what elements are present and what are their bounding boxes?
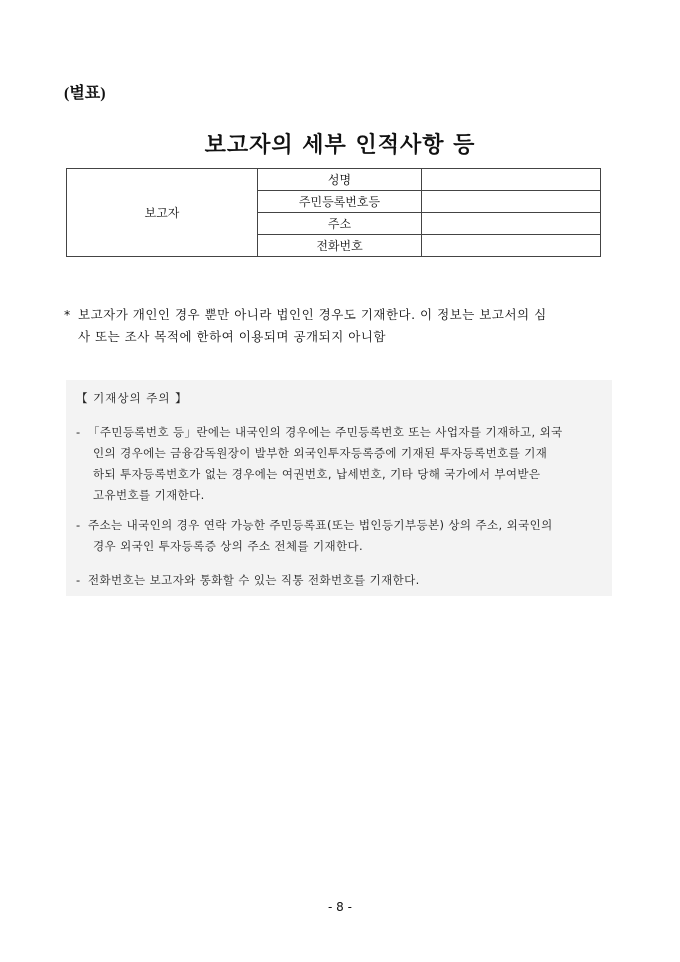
caution-line: 「주민등록번호 등」란에는 내국인의 경우에는 주민등록번호 또는 사업자를 기재하고, 외국 [88,425,563,439]
field-label-id-number: 주민등록번호등 [258,191,422,213]
caution-heading: 【 기재상의 주의 】 [76,391,188,405]
caution-line: 하되 투자등록번호가 없는 경우에는 여권번호, 납세번호, 기타 당해 국가에서 부여받은 [93,467,541,481]
caution-line: 경우 외국인 투자등록증 상의 주소 전체를 기재한다. [93,539,364,553]
footnote-line: 보고자가 개인인 경우 뿐만 아니라 법인인 경우도 기재한다. 이 정보는 보고서의 심 [78,307,547,322]
footnote [64,304,624,348]
footnote-marker: * [64,307,71,322]
field-label-phone: 전화번호 [258,235,422,257]
caution-item: - 주소는 내국인의 경우 연락 가능한 주민등록표(또는 법인등기부등본) 상의 주소, 외국인의 경우 외국인 투자등록증 상의 주소 전체를 기재한다. [76,515,608,557]
caution-item: - 전화번호는 보고자와 통화할 수 있는 직통 전화번호를 기재한다. [76,573,420,587]
appendix-label: (별표) [64,85,106,102]
caution-line: 전화번호는 보고자와 통화할 수 있는 직통 전화번호를 기재한다. [88,573,420,587]
caution-item: - 「주민등록번호 등」란에는 내국인의 경우에는 주민등록번호 또는 사업자를 기재하고, 외국 인의 경우에는 금융감독원장이 발부한 외국인투자등록증에 기재된 투자등록번호를 기재 하되 투자등록번호가 없는 경우에는 여권번호, 납세번호, 기타 당해 국가에서 부여받은 고유번호를 기재한다. [76,422,608,506]
caution-line: 인의 경우에는 금융감독원장이 발부한 외국인투자등록증에 기재된 투자등록번호를 기재 [93,446,548,460]
caution-line: 주소는 내국인의 경우 연락 가능한 주민등록표(또는 법인등기부등본) 상의 주소, 외국인의 [88,518,553,532]
caution-line: 고유번호를 기재한다. [93,488,205,502]
caution-box [66,380,612,596]
field-value-id-number[interactable] [422,191,601,213]
table-row [67,169,601,191]
footnote-line: 사 또는 조사 목적에 한하여 이용되며 공개되지 아니함 [78,329,386,344]
field-value-phone[interactable] [422,235,601,257]
field-value-address[interactable] [422,213,601,235]
page-number: - 8 - [328,900,352,914]
field-label-name: 성명 [258,169,422,191]
field-value-name[interactable] [422,169,601,191]
page-title: 보고자의 세부 인적사항 등 [204,133,476,158]
field-label-address: 주소 [258,213,422,235]
reporter-info-table [66,168,601,257]
reporter-group-label: 보고자 [67,169,258,257]
